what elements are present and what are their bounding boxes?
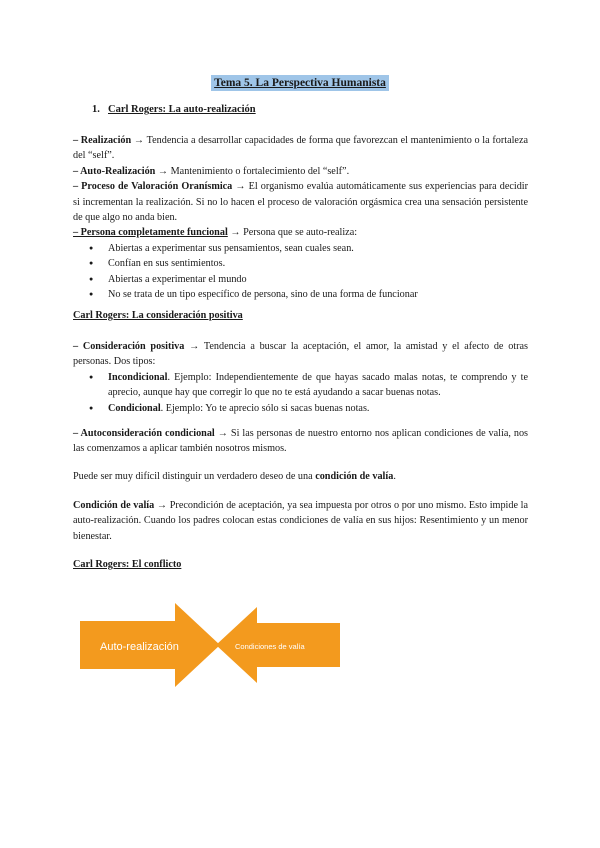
def-persona-funcional	[73, 225, 528, 240]
section1-heading	[92, 104, 256, 115]
condiciones-valia-label: Condiciones de valía	[235, 642, 305, 651]
types-list	[73, 370, 528, 416]
difficult-text-line	[73, 469, 528, 484]
arrow-icon: →	[235, 181, 246, 193]
list-item: ● Confían en sus sentimientos.	[73, 256, 528, 271]
def-text: Si las personas de nuestro entorno nos aplican condiciones de valía, nos las comenzamos a aplicar también nosotros mismos.	[73, 428, 529, 455]
section3-heading: Carl Rogers: El conflicto	[73, 559, 182, 570]
def-text: Mantenimiento o fortalecimiento del “self”.	[170, 165, 350, 177]
difficult-bold: condición de valía	[315, 471, 394, 482]
arrow-icon: →	[189, 341, 200, 352]
type-text: . Ejemplo: Independientemente de que hayas sacado malas notas, te comprendo y te aprecio, aunque hay que corregir lo que no te está ayudando a sacar buenas notas.	[108, 371, 528, 399]
conflict-diagram	[80, 603, 340, 687]
list-item	[73, 370, 528, 401]
def-condicion-valia	[73, 498, 528, 544]
arrow-icon: →	[230, 227, 241, 239]
def-consideracion-positiva	[73, 339, 528, 370]
def-term: – Autoconsideración condicional	[73, 428, 215, 439]
section1-number: 1.	[92, 104, 100, 115]
list-item: ● No se trata de un tipo específico de persona, sino de una forma de funcionar	[73, 287, 528, 302]
def-term: Condición de valía	[73, 500, 155, 511]
def-autoconsideracion	[73, 426, 528, 457]
def-realizacion	[73, 133, 528, 164]
difficult-end: .	[393, 471, 396, 482]
list-item	[73, 401, 528, 416]
bullet-list	[73, 241, 528, 303]
difficult-text: Puede ser muy difícil distinguir un verdadero deseo de una	[73, 471, 313, 482]
def-term: – Consideración positiva	[73, 341, 185, 352]
def-text: Precondición de aceptación, ya sea impuesta por otros o por uno mismo. Esto impide la auto-realización. Cuando los padres colocan estas condiciones de valía en sus hijos: Resentimiento y un menor bienestar.	[73, 500, 529, 542]
def-text: Tendencia a buscar la aceptación, el amor, la amistad y el afecto de otras personas. Dos tipos:	[73, 341, 528, 368]
def-term: – Persona completamente funcional	[73, 227, 228, 239]
def-text: Persona que se auto-realiza:	[243, 227, 358, 239]
condicion-valia-block	[73, 498, 528, 544]
autoconsideracion-block	[73, 426, 528, 457]
list-item: ● Abiertas a experimentar el mundo	[73, 272, 528, 287]
page-title: Tema 5. La Perspectiva Humanista	[211, 75, 389, 91]
def-text: El organismo evalúa automáticamente sus experiencias para decidir si incrementan la realización. Si no lo hacen el proceso de valoración orgásmica crea una sensación persistente de que algo no anda bien.	[73, 181, 529, 224]
section1-heading-text: Carl Rogers: La auto-realización	[108, 104, 256, 115]
section2-heading: Carl Rogers: La consideración positiva	[73, 310, 243, 321]
arrow-icon: →	[157, 165, 169, 177]
difficult-paragraph	[73, 469, 528, 484]
def-proceso-valoracion	[73, 179, 528, 225]
arrow-icon: →	[156, 500, 168, 511]
arrow-icon: →	[133, 135, 145, 146]
title-wrap	[0, 73, 600, 91]
def-term: – Auto-Realización	[73, 165, 156, 177]
auto-realizacion-label: Auto-realización	[100, 641, 179, 653]
list-item: ● Abiertas a experimentar sus pensamientos, sean cuales sean.	[73, 241, 528, 256]
type-term: Incondicional	[108, 371, 168, 383]
definitions-block	[73, 133, 528, 302]
type-text: . Ejemplo: Yo te aprecio sólo si sacas buenas notas.	[160, 402, 370, 414]
consideracion-block	[73, 339, 528, 416]
def-term: – Realización	[73, 135, 132, 146]
arrow-icon: →	[217, 428, 228, 439]
type-term: Condicional	[108, 402, 161, 414]
def-auto-realizacion	[73, 164, 528, 179]
def-text: Tendencia a desarrollar capacidades de forma que favorezcan el mantenimiento o la fortaleza del “self”.	[73, 135, 528, 162]
def-term: – Proceso de Valoración Oranísmica	[73, 181, 233, 193]
